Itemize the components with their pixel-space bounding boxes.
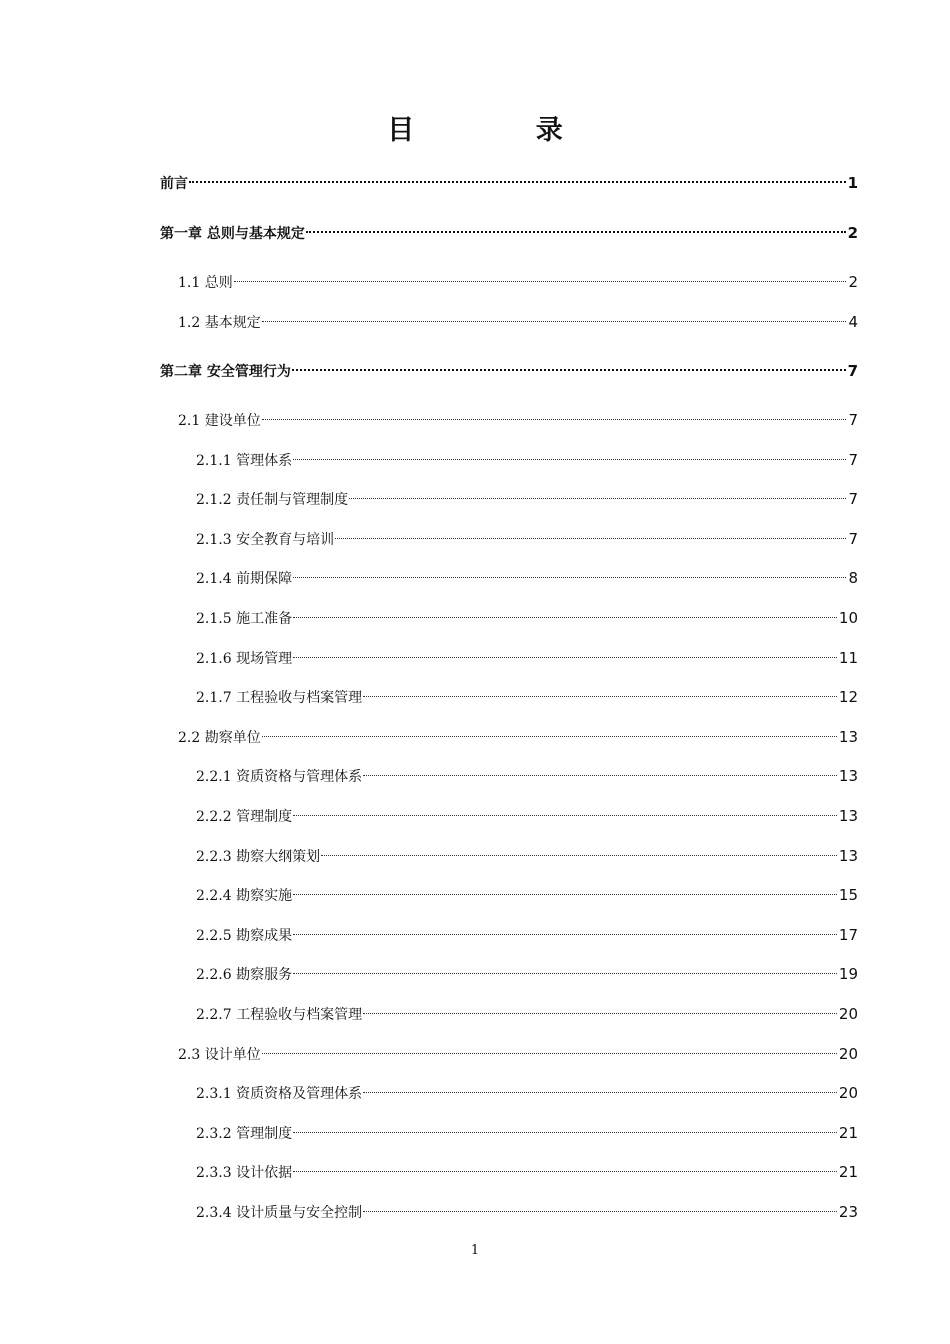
toc-entry-page: 10 (838, 609, 858, 627)
toc-entry[interactable] (196, 963, 858, 985)
dot-leader (293, 577, 846, 578)
toc-entry-label: 2.1.6 现场管理 (196, 651, 293, 667)
dot-leader (262, 419, 847, 420)
toc-entry-page: 13 (838, 847, 858, 865)
page-title: 目 录 (387, 115, 619, 146)
dot-leader (349, 498, 846, 499)
toc-entry-page: 1 (847, 174, 858, 192)
toc-entry-page: 21 (838, 1124, 858, 1142)
toc-entry[interactable] (196, 805, 858, 827)
toc-entry-label: 2.1.3 安全教育与培训 (196, 532, 335, 548)
toc-entry-page: 4 (848, 313, 858, 331)
toc-entry[interactable] (196, 765, 858, 787)
toc-entry-label: 2.3.1 资质资格及管理体系 (196, 1086, 363, 1102)
toc-entry-label: 2.1.1 管理体系 (196, 453, 293, 469)
dot-leader (363, 775, 837, 776)
toc-entry-page: 21 (838, 1163, 858, 1181)
toc-entry-label: 2.2.6 勘察服务 (196, 967, 293, 983)
toc-entry[interactable] (196, 884, 858, 906)
toc-entry-label: 2.2.3 勘察大纲策划 (196, 849, 321, 865)
toc-entry[interactable] (196, 686, 858, 708)
dot-leader (293, 894, 837, 895)
toc-entry-label: 2.1 建设单位 (178, 413, 261, 429)
dot-leader (293, 459, 846, 460)
dot-leader (293, 617, 837, 618)
toc-entry[interactable] (196, 924, 858, 946)
toc-entry-label: 2.1.4 前期保障 (196, 571, 293, 587)
toc-entry[interactable] (178, 311, 858, 333)
toc-entry-page: 8 (848, 569, 858, 587)
toc-entry-label: 2.2.7 工程验收与档案管理 (196, 1007, 363, 1023)
dot-leader (321, 855, 837, 856)
toc-entry-label: 前言 (160, 176, 188, 192)
dot-leader (262, 736, 837, 737)
toc-entry[interactable] (178, 271, 858, 293)
toc-entry-label: 2.3.3 设计依据 (196, 1165, 293, 1181)
toc-entry[interactable] (160, 360, 858, 382)
toc-entry[interactable] (196, 647, 858, 669)
toc-entry-label: 2.1.7 工程验收与档案管理 (196, 690, 363, 706)
toc-entry-label: 2.2.1 资质资格与管理体系 (196, 769, 363, 785)
dot-leader (363, 1013, 837, 1014)
toc-entry[interactable] (196, 567, 858, 589)
dot-leader (363, 1211, 837, 1212)
toc-entry-page: 17 (838, 926, 858, 944)
toc-entry-label: 2.2.2 管理制度 (196, 809, 293, 825)
toc-entry[interactable] (160, 222, 858, 244)
toc-entry-page: 20 (838, 1084, 858, 1102)
dot-leader (262, 1053, 837, 1054)
toc-entry[interactable] (160, 172, 858, 194)
dot-leader (292, 369, 846, 371)
toc-entry-page: 7 (848, 530, 858, 548)
toc-entry-label: 第一章 总则与基本规定 (160, 226, 305, 242)
toc-entry-page: 20 (838, 1005, 858, 1023)
dot-leader (293, 815, 837, 816)
toc-entry-page: 7 (848, 411, 858, 429)
toc-entry-page: 15 (838, 886, 858, 904)
toc-entry-label: 第二章 安全管理行为 (160, 364, 291, 380)
toc-entry[interactable] (178, 409, 858, 431)
toc-entry-page: 12 (838, 688, 858, 706)
dot-leader (293, 1132, 837, 1133)
toc-entry-label: 1.1 总则 (178, 275, 233, 291)
toc-entry-page: 13 (838, 807, 858, 825)
toc-entry-page: 23 (838, 1203, 858, 1221)
toc-entry[interactable] (196, 845, 858, 867)
toc-entry[interactable] (196, 1122, 858, 1144)
toc-entry-page: 2 (847, 224, 858, 242)
toc-entry[interactable] (196, 488, 858, 510)
toc-entry-label: 2.3.2 管理制度 (196, 1126, 293, 1142)
toc-entry-page: 20 (838, 1045, 858, 1063)
toc-entry-label: 2.1.5 施工准备 (196, 611, 293, 627)
toc-entry[interactable] (196, 1161, 858, 1183)
toc-entry[interactable] (196, 449, 858, 471)
toc-entry-page: 19 (838, 965, 858, 983)
dot-leader (293, 934, 837, 935)
dot-leader (335, 538, 846, 539)
toc-entry-page: 11 (838, 649, 858, 667)
dot-leader (293, 973, 837, 974)
dot-leader (363, 696, 837, 697)
page-number: 1 (470, 1243, 480, 1258)
dot-leader (306, 231, 846, 233)
toc-entry-page: 7 (848, 451, 858, 469)
toc-entry-label: 2.3.4 设计质量与安全控制 (196, 1205, 363, 1221)
toc-entry-label: 2.2.5 勘察成果 (196, 928, 293, 944)
toc-entry[interactable] (196, 1201, 858, 1223)
toc-entry-page: 13 (838, 728, 858, 746)
toc-entry-page: 2 (848, 273, 858, 291)
dot-leader (262, 321, 847, 322)
toc-entry[interactable] (196, 1003, 858, 1025)
toc-entry[interactable] (196, 607, 858, 629)
toc-entry[interactable] (196, 1082, 858, 1104)
dot-leader (363, 1092, 837, 1093)
toc-entry-page: 13 (838, 767, 858, 785)
dot-leader (293, 1171, 837, 1172)
dot-leader (293, 657, 837, 658)
toc-entry-label: 1.2 基本规定 (178, 315, 261, 331)
toc-entry-label: 2.3 设计单位 (178, 1047, 261, 1063)
toc-entry[interactable] (196, 528, 858, 550)
dot-leader (189, 181, 846, 183)
toc-entry-label: 2.2 勘察单位 (178, 730, 261, 746)
toc-entry-page: 7 (847, 362, 858, 380)
dot-leader (234, 281, 847, 282)
toc-entry-label: 2.2.4 勘察实施 (196, 888, 293, 904)
toc-entry[interactable] (178, 1043, 858, 1065)
toc-entry[interactable] (178, 726, 858, 748)
toc-entry-page: 7 (848, 490, 858, 508)
toc-entry-label: 2.1.2 责任制与管理制度 (196, 492, 349, 508)
